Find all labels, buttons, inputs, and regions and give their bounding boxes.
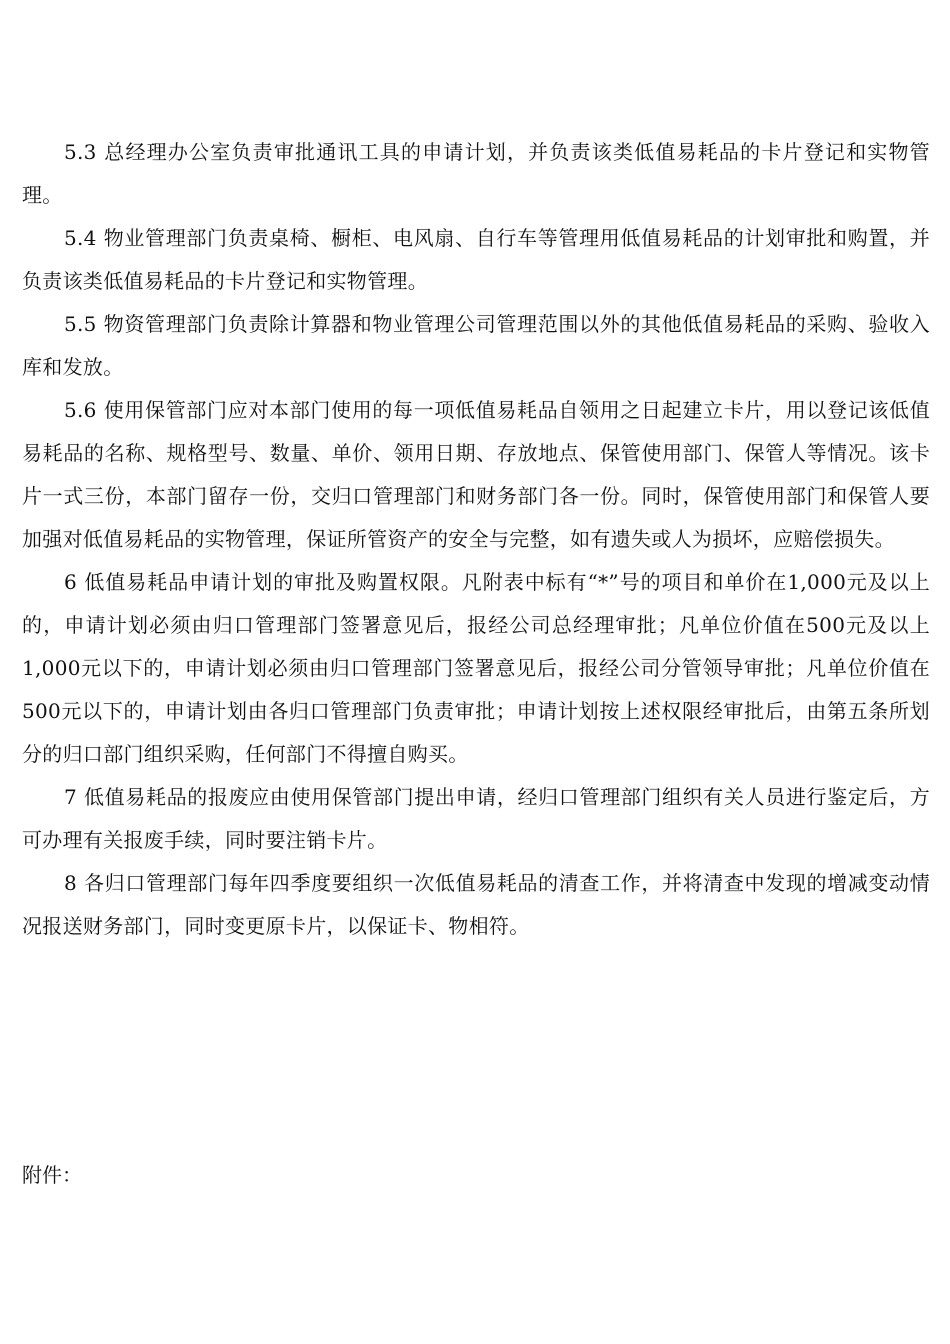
paragraph-6: 6 低值易耗品申请计划的审批及购置权限。凡附表中标有“*”号的项目和单价在1,000元及以上的，申请计划必须由归口管理部门签署意见后，报经公司总经理审批；凡单位价值在500元及以上1,000元以下的，申请计划必须由归口管理部门签署意见后，报经公司分管领导审批；凡单位价值在500元以下的，申请计划由各归口管理部门负责审批；申请计划按上述权限经审批后，由第五条所划分的归口部门组织采购，任何部门不得擅自购买。 (22, 570, 930, 766)
paragraph-5-3: 5.3 总经理办公室负责审批通讯工具的申请计划，并负责该类低值易耗品的卡片登记和实物管理。 (22, 140, 930, 207)
paragraph-8: 8 各归口管理部门每年四季度要组织一次低值易耗品的清查工作，并将清查中发现的增减变动情况报送财务部门，同时变更原卡片，以保证卡、物相符。 (22, 871, 930, 938)
paragraph-5-6: 5.6 使用保管部门应对本部门使用的每一项低值易耗品自领用之日起建立卡片，用以登记该低值易耗品的名称、规格型号、数量、单价、领用日期、存放地点、保管使用部门、保管人等情况。该卡片一式三份，本部门留存一份，交归口管理部门和财务部门各一份。同时，保管使用部门和保管人要加强对低值易耗品的实物管理，保证所管资产的安全与完整，如有遗失或人为损坏，应赔偿损失。 (22, 398, 930, 551)
document-body (22, 131, 930, 948)
paragraph-5-5: 5.5 物资管理部门负责除计算器和物业管理公司管理范围以外的其他低值易耗品的采购、验收入库和发放。 (22, 312, 930, 379)
attachment-label: 附件： (22, 1163, 82, 1187)
paragraph-5-4: 5.4 物业管理部门负责桌椅、橱柜、电风扇、自行车等管理用低值易耗品的计划审批和购置，并负责该类低值易耗品的卡片登记和实物管理。 (22, 226, 930, 293)
paragraph-7: 7 低值易耗品的报废应由使用保管部门提出申请，经归口管理部门组织有关人员进行鉴定后，方可办理有关报废手续，同时要注销卡片。 (22, 785, 930, 852)
